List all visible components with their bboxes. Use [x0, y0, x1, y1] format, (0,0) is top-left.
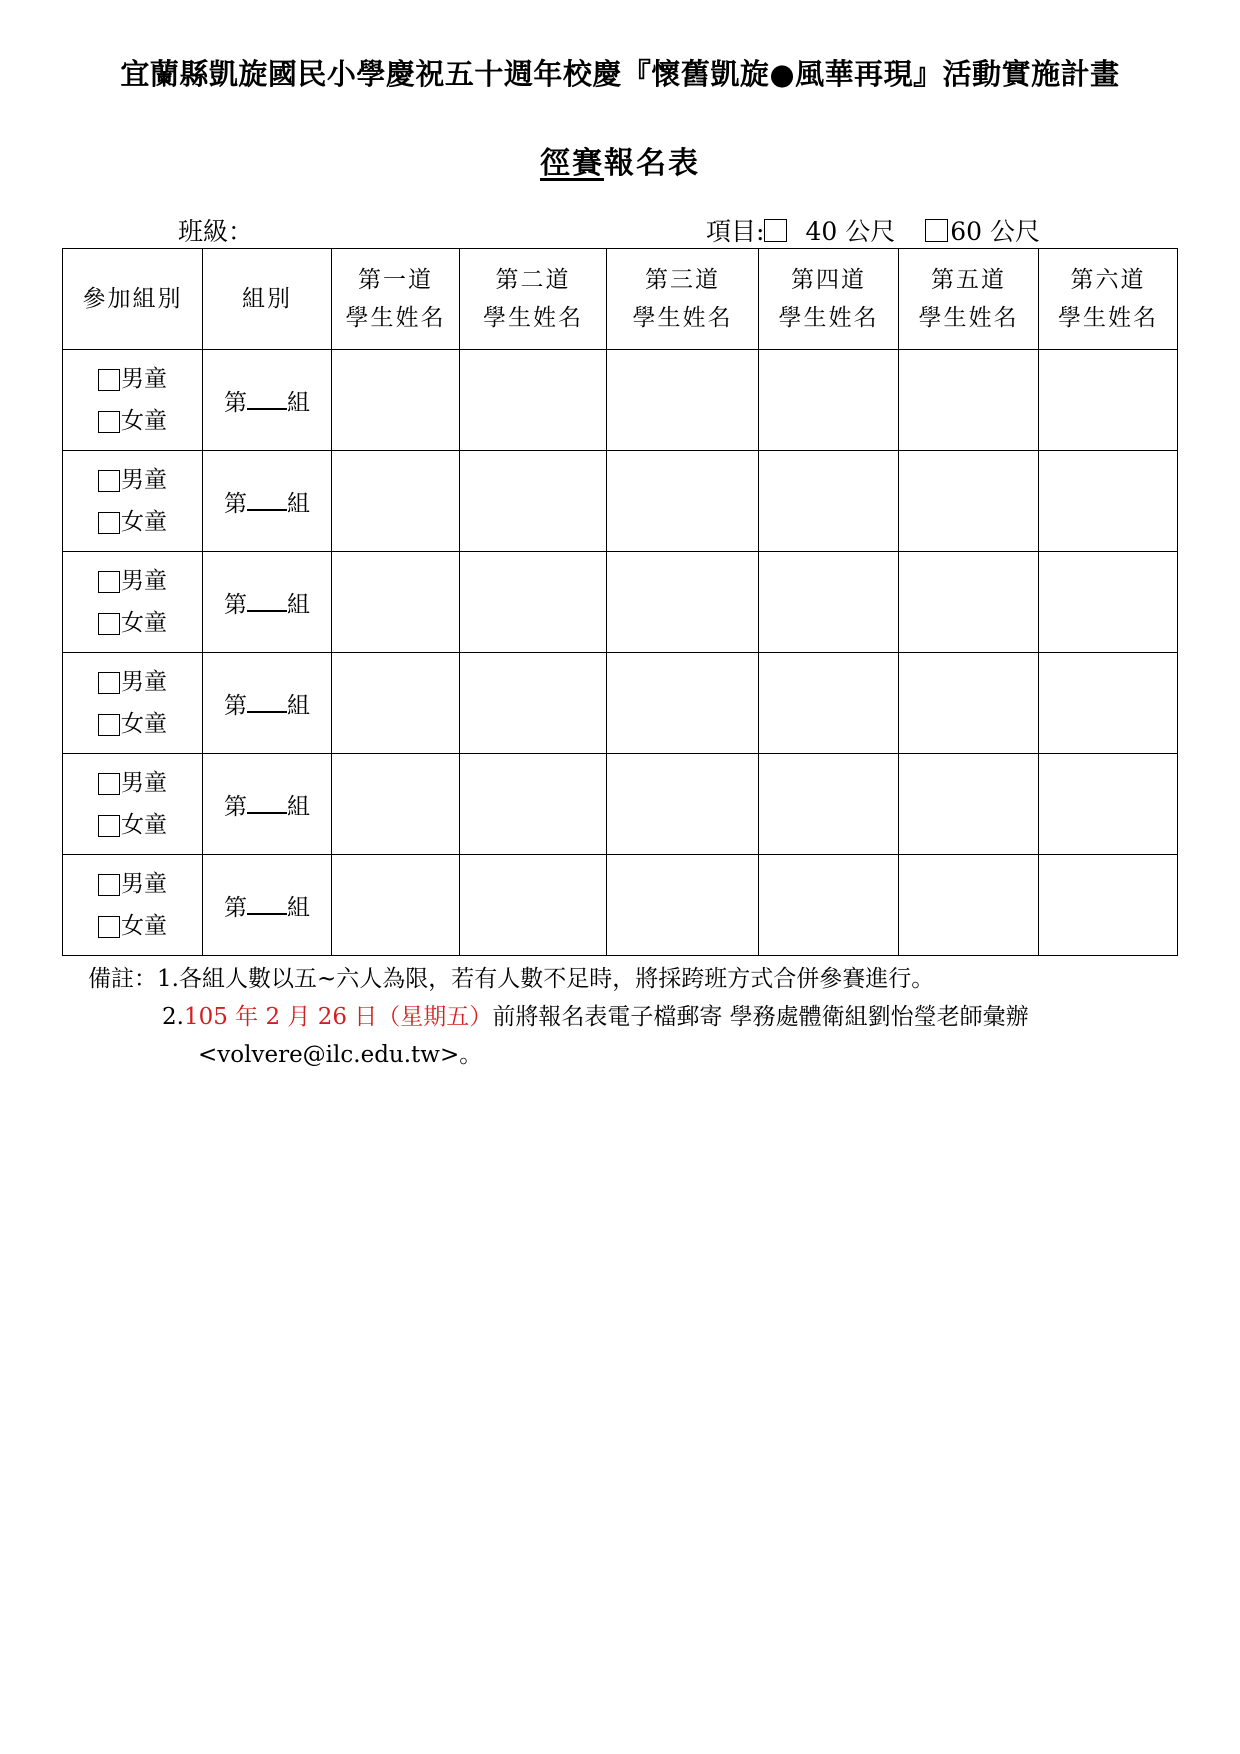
lane-6-name-cell[interactable] [1039, 855, 1178, 956]
table-row [63, 855, 1178, 956]
lane-3-name-cell[interactable] [607, 451, 759, 552]
checkbox-boy[interactable] [98, 571, 120, 593]
table-row [63, 653, 1178, 754]
lane-2-name-cell[interactable] [460, 754, 607, 855]
header-lane-2: 第二道 學生姓名 [460, 249, 607, 350]
checkbox-girl[interactable] [98, 815, 120, 837]
header-participation: 參加組別 [63, 249, 203, 350]
lane-2-name-cell[interactable] [460, 653, 607, 754]
item-label: 項目: [706, 217, 765, 246]
gender-cell: 男童 女童 [63, 451, 203, 552]
notes-line-2 [162, 998, 1029, 1074]
note-2-deadline: 105 年 2 月 26 日（星期五） [183, 1004, 493, 1030]
gender-cell: 男童 女童 [63, 653, 203, 754]
header-lane-3: 第三道 學生姓名 [607, 249, 759, 350]
table-row [63, 350, 1178, 451]
class-label: 班級： [178, 217, 254, 246]
note-2-text: 前將報名表電子檔郵寄 學務處體衛組劉怡瑩老師彙辦 [492, 1004, 1029, 1030]
lane-2-name-cell[interactable] [460, 451, 607, 552]
lane-6-name-cell[interactable] [1039, 552, 1178, 653]
item-option-40m: 40 公尺 [805, 217, 896, 246]
lane-6-name-cell[interactable] [1039, 754, 1178, 855]
lane-5-name-cell[interactable] [899, 754, 1039, 855]
item-option-60m: 60 公尺 [950, 217, 1040, 246]
group-cell[interactable]: 第 組 [203, 350, 332, 451]
group-cell[interactable]: 第 組 [203, 754, 332, 855]
checkbox-boy[interactable] [98, 470, 120, 492]
lane-5-name-cell[interactable] [899, 855, 1039, 956]
lane-4-name-cell[interactable] [759, 653, 899, 754]
checkbox-40m[interactable] [764, 219, 787, 242]
checkbox-girl[interactable] [98, 613, 120, 635]
gender-cell: 男童 女童 [63, 350, 203, 451]
form-title-rest: 報名表 [604, 146, 700, 181]
lane-4-name-cell[interactable] [759, 552, 899, 653]
notes-line-1 [88, 960, 934, 998]
checkbox-girl[interactable] [98, 512, 120, 534]
table-row [63, 451, 1178, 552]
lane-2-name-cell[interactable] [460, 855, 607, 956]
lane-1-name-cell[interactable] [332, 451, 460, 552]
checkbox-boy[interactable] [98, 874, 120, 896]
lane-5-name-cell[interactable] [899, 653, 1039, 754]
group-cell[interactable]: 第 組 [203, 552, 332, 653]
lane-1-name-cell[interactable] [332, 552, 460, 653]
checkbox-girl[interactable] [98, 411, 120, 433]
lane-4-name-cell[interactable] [759, 451, 899, 552]
gender-cell: 男童 女童 [63, 552, 203, 653]
lane-3-name-cell[interactable] [607, 552, 759, 653]
lane-3-name-cell[interactable] [607, 350, 759, 451]
group-cell[interactable]: 第 組 [203, 653, 332, 754]
lane-6-name-cell[interactable] [1039, 350, 1178, 451]
checkbox-girl[interactable] [98, 714, 120, 736]
checkbox-boy[interactable] [98, 369, 120, 391]
registration-table [62, 248, 1178, 956]
note-1: 1.各組人數以五~六人為限，若有人數不足時，將採跨班方式合併參賽進行。 [157, 966, 935, 992]
lane-1-name-cell[interactable] [332, 653, 460, 754]
gender-cell: 男童 女童 [63, 855, 203, 956]
header-row [63, 249, 1178, 350]
checkbox-boy[interactable] [98, 773, 120, 795]
header-lane-4: 第四道 學生姓名 [759, 249, 899, 350]
checkbox-boy[interactable] [98, 672, 120, 694]
lane-4-name-cell[interactable] [759, 754, 899, 855]
lane-2-name-cell[interactable] [460, 350, 607, 451]
table-row [63, 754, 1178, 855]
header-lane-6: 第六道 學生姓名 [1039, 249, 1178, 350]
lane-1-name-cell[interactable] [332, 350, 460, 451]
item-selection [706, 212, 1040, 248]
gender-cell: 男童 女童 [63, 754, 203, 855]
lane-3-name-cell[interactable] [607, 754, 759, 855]
lane-2-name-cell[interactable] [460, 552, 607, 653]
header-group: 組別 [203, 249, 332, 350]
lane-3-name-cell[interactable] [607, 653, 759, 754]
form-title [0, 138, 1240, 182]
checkbox-60m[interactable] [925, 219, 948, 242]
document-title: 宜蘭縣凱旋國民小學慶祝五十週年校慶『懷舊凱旋●風華再現』活動實施計畫 [120, 57, 1120, 91]
lane-5-name-cell[interactable] [899, 451, 1039, 552]
lane-4-name-cell[interactable] [759, 855, 899, 956]
header-lane-1: 第一道 學生姓名 [332, 249, 460, 350]
header-lane-5: 第五道 學生姓名 [899, 249, 1039, 350]
group-cell[interactable]: 第 組 [203, 855, 332, 956]
contact-email: <volvere@ilc.edu.tw>。 [198, 1042, 483, 1068]
group-cell[interactable]: 第 組 [203, 451, 332, 552]
notes-label: 備註： [88, 966, 157, 992]
lane-6-name-cell[interactable] [1039, 451, 1178, 552]
note-2-number: 2. [162, 1004, 184, 1030]
lane-5-name-cell[interactable] [899, 552, 1039, 653]
lane-4-name-cell[interactable] [759, 350, 899, 451]
table-row [63, 552, 1178, 653]
lane-1-name-cell[interactable] [332, 754, 460, 855]
form-title-underlined: 徑賽 [540, 146, 604, 181]
lane-5-name-cell[interactable] [899, 350, 1039, 451]
lane-1-name-cell[interactable] [332, 855, 460, 956]
checkbox-girl[interactable] [98, 916, 120, 938]
lane-3-name-cell[interactable] [607, 855, 759, 956]
lane-6-name-cell[interactable] [1039, 653, 1178, 754]
